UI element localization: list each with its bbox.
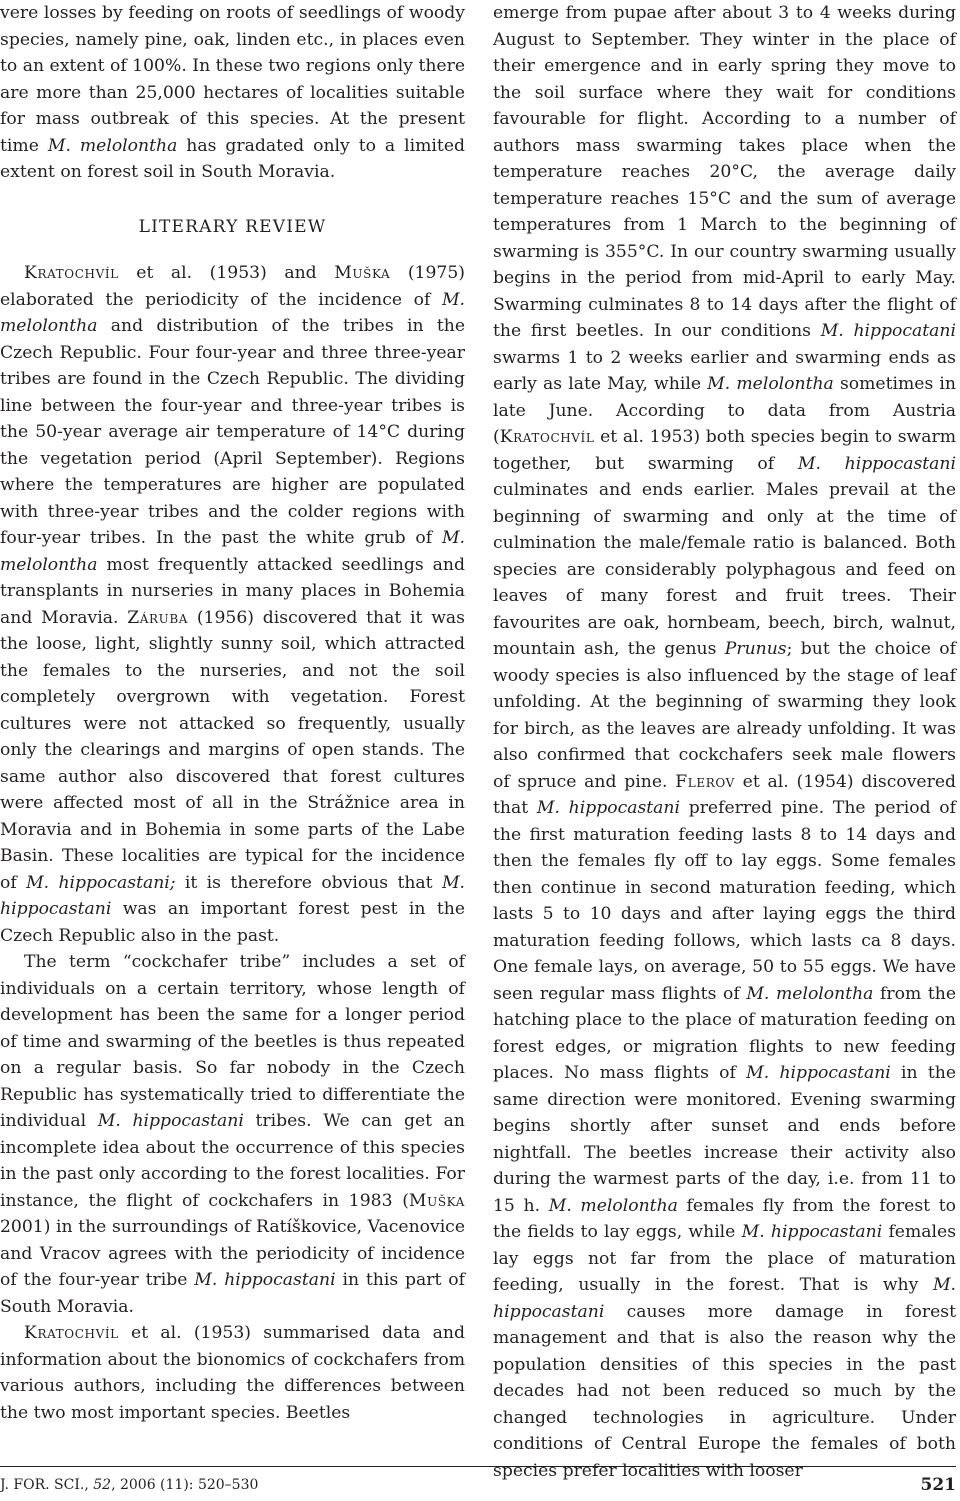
text-run: emerge from pupae after about 3 to 4 weeks during August to September. They winter in the place of their emergence and in early spring they move to the soil surface where they wait for conditions favourable for flight. According to a number of authors mass swarming takes place when the temperature reaches 20°C, the average daily temperature reaches 15°C and the sum of average temperatures from 1 March to the beginning of swarming is 355°C. In our country swarming usually begins in the period from mid-April to early May. Swarming culminates 8 to 14 days after the flight of the first beetles. In our conditions bbox=[493, 3, 956, 341]
author-name: Kratochvíl bbox=[24, 263, 119, 283]
species-name: M. melolontha bbox=[707, 374, 834, 394]
text-run: females lay eggs not far from the place of maturation feeding, usually in the forest. That is why bbox=[493, 1222, 957, 1295]
species-name: M. melolontha bbox=[47, 135, 178, 156]
species-name: M. melolontha bbox=[746, 983, 874, 1004]
author-name: Flerov bbox=[675, 771, 735, 792]
species-name: M. hippocastani; bbox=[26, 872, 176, 893]
text-run: in the same direction were monitored. Evening swarming begins shortly after sunset and ends before nightfall. The beetles increase their activity also during the warmest parts of the day, i.e. from 11 to 15 h. bbox=[493, 1063, 956, 1216]
text-run: and distribution of the tribes in the Czech Republic. Four four-year and three three-year tribes are found in the Czech Republic. The dividing line between the four-year and three-year tribes is the 50-year average air temperature of 14°C during the vegetation period (April September). Regions where the temperatures are higher are populated with three-year tribes and the colder regions with four-year tribes. In the past the white grub of bbox=[0, 316, 465, 548]
text-run: The term “cockchafer tribe” includes a set of individuals on a certain territory, whose length of development has been the same for a longer period of time and swarming of the beetles is thus repeated on a regular basis. So far nobody in the Czech Republic has systematically tried to differentiate the individual bbox=[0, 952, 465, 1131]
text-run: ; but the choice of woody species is also influenced by the stage of leaf unfolding. At the beginning of swarming they look for birch, as the leaves are already unfolding. It was also confirmed that cockchafers seek male flowers of spruce and pine. bbox=[493, 639, 956, 792]
page-number: 521 bbox=[920, 1475, 956, 1495]
right-column bbox=[493, 0, 956, 1484]
species-name: M. hippocastani bbox=[0, 872, 465, 919]
left-paragraph-2 bbox=[0, 260, 465, 949]
species-name: M. hippocastani bbox=[536, 798, 680, 818]
text-run: sometimes in late June. According to data from Austria ( bbox=[493, 374, 957, 447]
text-run: et al. (1954) discovered that bbox=[493, 771, 956, 818]
text-run: was an important forest pest in the Czech Republic also in the past. bbox=[0, 899, 465, 946]
text-run: et al. (1953) summarised data and information about the bionomics of cockchafers from various authors, including the differences between the two most important species. Beetles bbox=[0, 1323, 465, 1423]
species-name: M. hippocastani bbox=[741, 1222, 883, 1242]
text-run: swarms 1 to 2 weeks earlier and swarming ends as early as late May, while bbox=[493, 347, 956, 394]
species-name: M. hippocastani bbox=[746, 1063, 891, 1083]
text-run: from the hatching place to the place of maturation feeding on forest edges, or migration flights to new feeding places. No mass flights of bbox=[493, 983, 957, 1083]
journal-citation: J. FOR. SCI., 52, 2006 (11): 520–530 bbox=[0, 1477, 259, 1493]
text-run: (1956) discovered that it was the loose, light, slightly sunny soil, which attracted the females to the nurseries, and not the soil completely overgrown with vegetation. Forest cultures were not attacked so frequently, usually only the clearings and margins of open stands. The same author also discovered that forest cultures were affected most of all in the Strážnice area in Moravia and in Bohemia in some parts of the Labe Basin. These localities are typical for the incidence of bbox=[0, 607, 465, 893]
text-run: females fly from the forest to the fields to lay eggs, while bbox=[493, 1195, 956, 1242]
left-paragraph-4 bbox=[0, 1320, 465, 1426]
page-footer bbox=[0, 1466, 956, 1495]
author-name: Muška bbox=[408, 1190, 465, 1211]
species-name: Prunus bbox=[724, 639, 787, 659]
author-name: Kratochvíl bbox=[24, 1323, 119, 1343]
section-heading: LITERARY REVIEW bbox=[138, 216, 327, 237]
species-name: M. hippocastani bbox=[97, 1111, 244, 1131]
text-run: tribes. We can get an incomplete idea about the occurrence of this species in the past only according to the forest localities. For instance, the flight of cockchafers in 1983 ( bbox=[0, 1111, 466, 1211]
species-name: M. hippocastani bbox=[493, 1275, 956, 1322]
left-paragraph-1: vere losses by feeding on roots of seedlings of woody species, namely pine, oak, linden etc., in places even to an extent of 100%. In these two regions only there are more than 25,000 hectares of localities suitable for mass outbreak of this species. At the present time M. melolontha has gradated only to a limited extent on forest soil in South Moravia. bbox=[0, 3, 466, 182]
text-run: (1975) elaborated the periodicity of the incidence of bbox=[0, 263, 465, 310]
species-name: M. melolontha bbox=[0, 289, 465, 336]
left-column bbox=[0, 0, 465, 1426]
text-run: 2001) in the surroundings of Ratíškovice, Vacenovice and Vracov agrees with the periodicity of incidence of the four-year tribe bbox=[0, 1217, 465, 1290]
text-run: et al. 1953) both species begin to swarm together, but swarming of bbox=[493, 427, 956, 474]
author-name: Záruba bbox=[127, 607, 189, 628]
author-name: Kratochvíl bbox=[499, 427, 595, 447]
text-run: culminates and ends earlier. Males prevail at the beginning of swarming and only at the time of culmination the male/female ratio is balanced. Both species are considerably polyphagous and feed on leaves of many forest and fruit trees. Their favourites are oak, hornbeam, beech, birch, walnut, mountain ash, the genus bbox=[493, 480, 956, 659]
text-run: preferred pine. The period of the first maturation feeding lasts 8 to 14 days and then the females fly off to lay eggs. Some females then continue in second maturation feeding, which lasts 5 to 10 days and after laying eggs the third maturation feeding follows, which lasts ca 8 days. One female lays, on average, 50 to 55 eggs. We have seen regular mass flights of bbox=[493, 798, 957, 1004]
species-name: M. hippocastani bbox=[797, 453, 956, 474]
text-run: it is therefore obvious that bbox=[175, 872, 442, 893]
species-name: M. hippocastani bbox=[194, 1270, 336, 1290]
left-paragraph-3 bbox=[0, 949, 465, 1320]
volume-number: 52 bbox=[93, 1477, 112, 1493]
species-name: M. hippocatani bbox=[820, 321, 956, 341]
text-run: causes more damage in forest management and that is also the reason why the population densities of this species in the past decades had not been reduced so much by the changed technologies in agriculture. Under conditions of Central Europe the females of both species prefer localities with looser bbox=[493, 1301, 956, 1481]
species-name: M. melolontha bbox=[548, 1195, 678, 1216]
text-run: in this part of South Moravia. bbox=[0, 1270, 466, 1317]
author-name: Muška bbox=[334, 263, 391, 283]
species-name: M. melolontha bbox=[0, 528, 465, 575]
text-run: most frequently attacked seedlings and transplants in nurseries in many places in Bohemia and Moravia. bbox=[0, 554, 465, 628]
right-paragraph-1 bbox=[493, 0, 956, 1484]
text-run: et al. (1953) and bbox=[118, 263, 335, 283]
